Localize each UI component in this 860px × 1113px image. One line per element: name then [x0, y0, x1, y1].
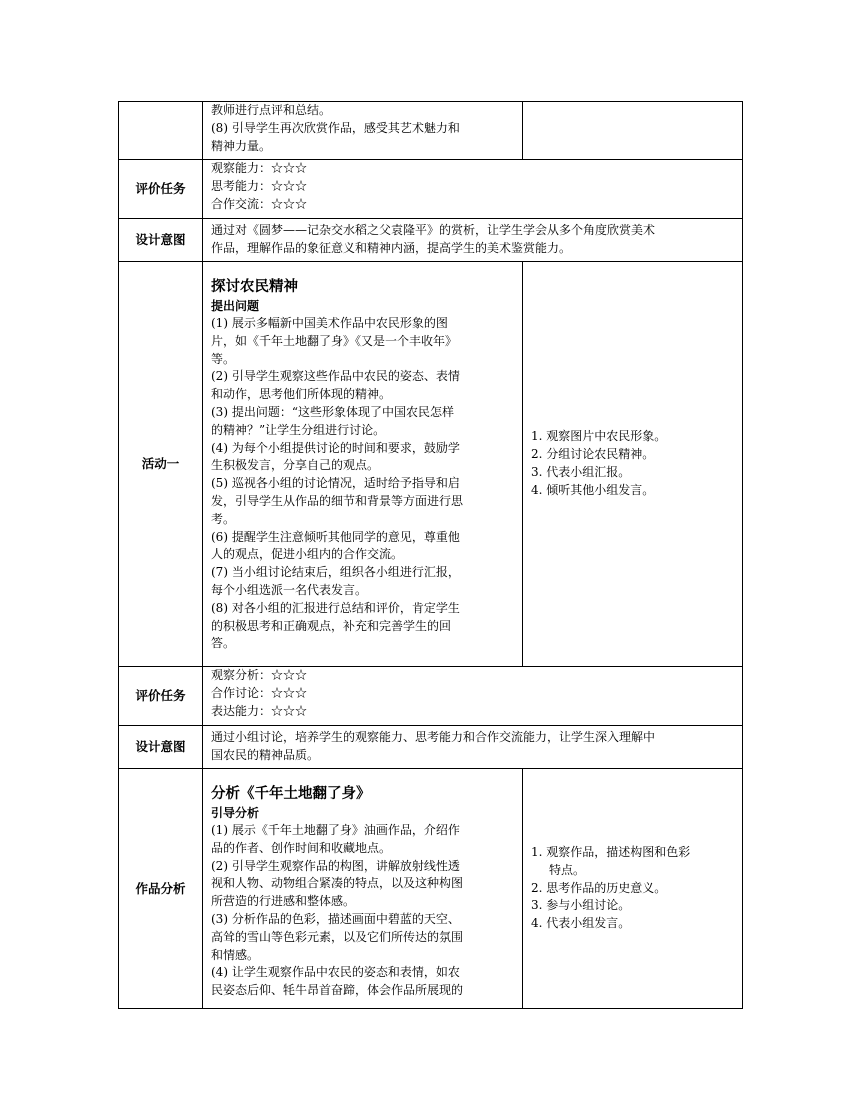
text-line: 和情感。 — [211, 947, 260, 962]
text-line: (2) 引导学生观察作品的构图，讲解放射线性透 — [211, 858, 460, 873]
text-line: 片，如《千年土地翻了身》《又是一个丰收年》 — [211, 333, 458, 348]
row-label: 设计意图 — [119, 219, 203, 262]
text-line: 的精神？”让学生分组进行讨论。 — [211, 422, 386, 437]
evaluation-item: 合作交流：☆☆☆ — [211, 196, 308, 211]
student-activity-cell — [523, 262, 743, 667]
text-line: (4) 让学生观察作品中农民的姿态和表情，如农 — [211, 965, 460, 980]
text-line: 精神力量。 — [211, 138, 272, 153]
row-label: 设计意图 — [119, 726, 203, 769]
text-line: 每个小组选派一名代表发言。 — [211, 582, 368, 597]
text-line: 作品，理解作品的象征意义和精神内涵，提高学生的美术鉴赏能力。 — [211, 241, 572, 255]
section-heading: 探讨农民精神 — [211, 279, 298, 295]
text-line: 的积极思考和正确观点，补充和完善学生的回 — [211, 618, 452, 633]
text-line: (8) 对各小组的汇报进行总结和评价，肯定学生 — [211, 600, 460, 615]
list-item: 2. 思考作品的历史意义。 — [531, 880, 667, 895]
text-line: 生积极发言，分享自己的观点。 — [211, 458, 380, 473]
table-row — [119, 262, 743, 667]
list-item: 1. 观察图片中农民形象。 — [531, 429, 667, 444]
section-subheading: 引导分析 — [211, 806, 260, 820]
text-line: 通过小组讨论，培养学生的观察能力、思考能力和合作交流能力，让学生深入理解中 — [211, 730, 656, 745]
text-line: 民姿态后仰、牦牛昂首奋蹄，体会作品所展现的 — [211, 983, 464, 998]
text-line: (6) 提醒学生注意倾听其他同学的意见，尊重他 — [211, 529, 460, 544]
student-activity-cell — [523, 102, 743, 160]
text-line: (7) 当小组讨论结束后，组织各小组进行汇报， — [211, 565, 460, 580]
text-line: 通过对《圆梦——记杂交水稻之父袁隆平》的赏析，让学生学会从多个角度欣赏美术 — [211, 223, 656, 238]
evaluation-cell — [203, 160, 743, 219]
table-row — [119, 667, 743, 726]
text-line: 高耸的雪山等色彩元素，以及它们所传达的氛围 — [211, 929, 464, 944]
text-line: 品的作者、创作时间和收藏地点。 — [211, 840, 392, 855]
text-line: 等。 — [211, 351, 236, 366]
list-item: 4. 代表小组发言。 — [531, 916, 631, 931]
teacher-activity-cell — [203, 102, 523, 160]
lesson-plan-table — [118, 101, 743, 1009]
evaluation-item: 观察分析：☆☆☆ — [211, 668, 308, 682]
row-label: 活动一 — [119, 262, 203, 667]
evaluation-item: 合作讨论：☆☆☆ — [211, 685, 308, 700]
list-item: 3. 参与小组讨论。 — [531, 898, 631, 913]
text-line: (4) 为每个小组提供讨论的时间和要求，鼓励学 — [211, 440, 460, 455]
text-line: 人的观点，促进小组内的合作交流。 — [211, 547, 404, 562]
text-line: (3) 分析作品的色彩，描述画面中碧蓝的天空、 — [211, 911, 460, 926]
table-row — [119, 102, 743, 160]
text-line: 考。 — [211, 511, 236, 526]
design-intent-cell — [203, 726, 743, 769]
text-line: (8) 引导学生再次欣赏作品，感受其艺术魅力和 — [211, 120, 460, 135]
list-item: 3. 代表小组汇报。 — [531, 465, 631, 479]
evaluation-cell — [203, 667, 743, 726]
table-row — [119, 726, 743, 769]
text-line: 答。 — [211, 636, 236, 651]
text-line: 视和人物、动物组合紧凑的特点，以及这种构图 — [211, 876, 464, 891]
text-line: 国农民的精神品质。 — [211, 748, 320, 762]
text-line: 发，引导学生从作品的细节和背景等方面进行思 — [211, 493, 464, 508]
text-line: (3) 提出问题：“这些形象体现了中国农民怎样 — [211, 404, 454, 419]
teacher-activity-cell — [203, 769, 523, 1009]
list-item-continuation: 特点。 — [549, 862, 586, 877]
text-line: (1) 展示《千年土地翻了身》油画作品，介绍作 — [211, 823, 460, 837]
table-row — [119, 769, 743, 1009]
text-line: (1) 展示多幅新中国美术作品中农民形象的图 — [211, 316, 448, 330]
row-label: 作品分析 — [119, 769, 203, 1009]
row-label: 评价任务 — [119, 160, 203, 219]
text-line: 教师进行点评和总结。 — [211, 103, 332, 117]
design-intent-cell — [203, 219, 743, 262]
text-line: (2) 引导学生观察这些作品中农民的姿态、表情 — [211, 369, 460, 384]
list-item: 2. 分组讨论农民精神。 — [531, 447, 655, 462]
text-line: 所营造的行进感和整体感。 — [211, 894, 356, 909]
section-subheading: 提出问题 — [211, 299, 260, 313]
text-line: (5) 巡视各小组的讨论情况，适时给予指导和启 — [211, 476, 460, 491]
evaluation-item: 观察能力：☆☆☆ — [211, 161, 308, 175]
list-item: 4. 倾听其他小组发言。 — [531, 482, 655, 497]
student-activity-cell — [523, 769, 743, 1009]
text-line: 和动作，思考他们所体现的精神。 — [211, 387, 392, 402]
row-label: 评价任务 — [119, 667, 203, 726]
evaluation-item: 思考能力：☆☆☆ — [211, 178, 308, 193]
table-row — [119, 160, 743, 219]
list-item: 1. 观察作品，描述构图和色彩 — [531, 845, 691, 859]
section-heading: 分析《千年土地翻了身》 — [211, 786, 371, 802]
evaluation-item: 表达能力：☆☆☆ — [211, 703, 308, 718]
table-row — [119, 219, 743, 262]
empty-label-cell — [119, 102, 203, 160]
teacher-activity-cell — [203, 262, 523, 667]
